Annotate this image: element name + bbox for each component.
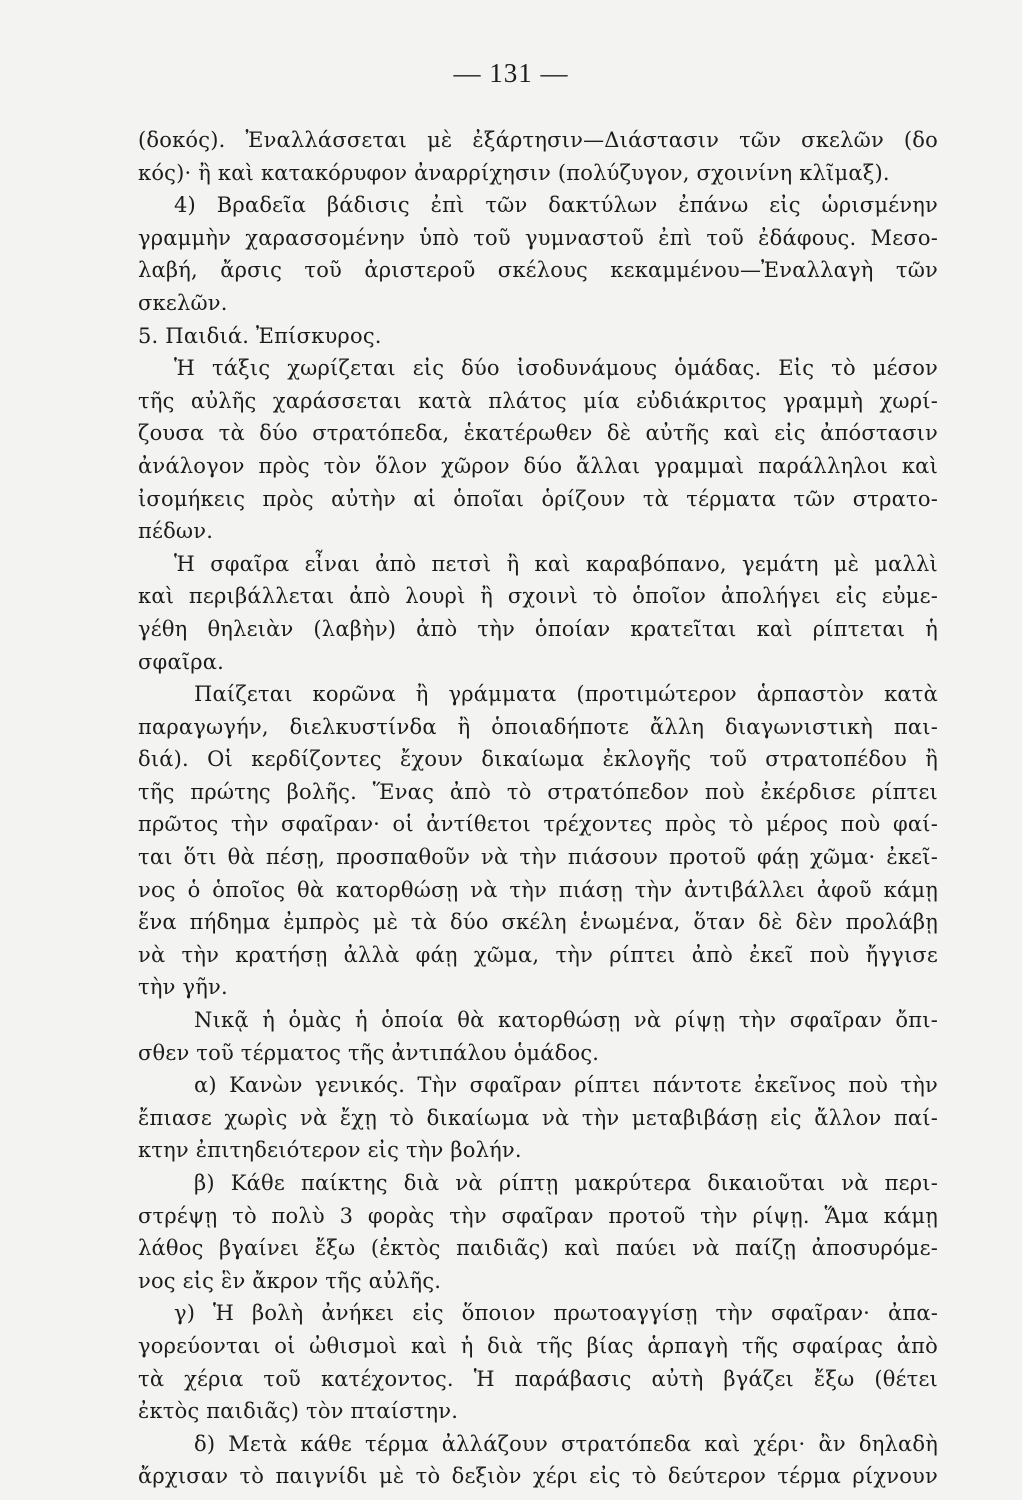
text-line: β) Κάθε παίκτης διὰ νὰ ρίπτῃ μακρύτερα δικαιοῦται νὰ περι- [194, 1171, 938, 1195]
text-line: τῆς αὐλῆς χαράσσεται κατὰ πλάτος μία εὐδιάκριτος γραμμὴ χωρί- [138, 388, 938, 413]
text-line: κτην ἐπιτηδειότερον εἰς τὴν βολήν. [138, 1138, 522, 1163]
text-line: ἰσομήκεις πρὸς αὐτὴν αἱ ὁποῖαι ὁρίζουν τὰ τέρματα τῶν στρατο- [138, 486, 938, 511]
text-line: τὴν γῆν. [138, 975, 228, 1000]
text-line: γ) Ἡ βολὴ ἀνήκει εἰς ὅποιον πρωτοαγγίσῃ τὴν σφαῖραν· ἀπα- [174, 1301, 938, 1326]
text-line: νὰ τὴν κρατήσῃ ἀλλὰ φάῃ χῶμα, τὴν ρίπτει ἀπὸ ἐκεῖ ποὺ ἤγγισε [138, 942, 938, 967]
text-line: ἄρχισαν τὸ παιγνίδι μὲ τὸ δεξιὸν χέρι εἰς τὸ δεύτερον τέρμα ρίχνουν [138, 1464, 938, 1489]
text-line: λαβή, ἄρσις τοῦ ἀριστεροῦ σκέλους κεκαμμένου—Ἐναλλαγὴ τῶν [138, 258, 938, 283]
text-line: ἐκτὸς παιδιᾶς) τὸν πταίστην. [138, 1399, 459, 1424]
text-line: παραγωγήν, διελκυστίνδα ἢ ὁποιαδήποτε ἄλλη διαγωνιστικὴ παι- [138, 714, 938, 739]
text-line: γορεύονται οἱ ὠθισμοὶ καὶ ἡ διὰ τῆς βίας ἁρπαγὴ τῆς σφαίρας ἀπὸ [138, 1333, 938, 1358]
text-line: τὰ χέρια τοῦ κατέχοντος. Ἡ παράβασις αὐτὴ βγάζει ἔξω (θέτει [138, 1366, 938, 1391]
text-line: ζουσα τὰ δύο στρατόπεδα, ἑκατέρωθεν δὲ αὐτῆς καὶ εἰς ἀπόστασιν [138, 421, 938, 446]
page-number: — 131 — [453, 58, 569, 88]
text-line: Νικᾷ ἡ ὁμὰς ἡ ὁποία θὰ κατορθώσῃ νὰ ρίψῃ τὴν σφαῖραν ὄπι- [194, 1008, 938, 1033]
text-line: δ) Μετὰ κάθε τέρμα ἀλλάζουν στρατόπεδα καὶ χέρι· ἂν δηλαδὴ [194, 1431, 938, 1456]
text-line: σθεν τοῦ τέρματος τῆς ἀντιπάλου ὁμάδος. [138, 1040, 600, 1065]
text-line: γέθη θηλειὰν (λαβὴν) ἀπὸ τὴν ὁποίαν κρατεῖται καὶ ρίπτεται ἡ [138, 616, 938, 641]
text-line: Ἡ σφαῖρα εἶναι ἀπὸ πετσὶ ἢ καὶ καραβόπανο, γεμάτη μὲ μαλλὶ [174, 551, 938, 576]
text-line: νος εἰς ἓν ἄκρον τῆς αὐλῆς. [138, 1268, 442, 1293]
text-line: τῆς πρώτης βολῆς. Ἕνας ἀπὸ τὸ στρατόπεδον ποὺ ἐκέρδισε ρίπτει [138, 779, 938, 804]
text-line: λάθος βγαίνει ἔξω (ἐκτὸς παιδιᾶς) καὶ παύει νὰ παίζῃ ἀποσυρόμε- [138, 1236, 938, 1261]
text-line: πρῶτος τὴν σφαῖραν· οἱ ἀντίθετοι τρέχοντες πρὸς τὸ μέρος ποὺ φαί- [138, 812, 938, 837]
text-line: σφαῖρα. [138, 649, 225, 674]
text-line: Ἡ τάξις χωρίζεται εἰς δύο ἰσοδυνάμους ὁμάδας. Εἰς τὸ μέσον [174, 356, 938, 381]
text-line: καὶ περιβάλλεται ἀπὸ λουρὶ ἢ σχοινὶ τὸ ὁποῖον ἀπολήγει εἰς εὐμε- [138, 584, 938, 609]
body-text [138, 124, 938, 1493]
text-line: α) Κανὼν γενικός. Τὴν σφαῖραν ρίπτει πάντοτε ἐκεῖνος ποὺ τὴν [194, 1073, 938, 1098]
section-heading: 5. Παιδιά. Ἐπίσκυρος. [138, 323, 382, 348]
text-line: ἕνα πήδημα ἐμπρὸς μὲ τὰ δύο σκέλη ἑνωμένα, ὅταν δὲ δὲν προλάβῃ [138, 910, 938, 935]
text-line: νος ὁ ὁποῖος θὰ κατορθώσῃ νὰ τὴν πιάσῃ τὴν ἀντιβάλλει ἀφοῦ κάμῃ [138, 877, 938, 902]
text-line: (δοκός). Ἐναλλάσσεται μὲ ἐξάρτησιν—Διάστασιν τῶν σκελῶν (δο [138, 128, 938, 152]
text-line: 4) Βραδεῖα βάδισις ἐπὶ τῶν δακτύλων ἐπάνω εἰς ὡρισμένην [174, 193, 938, 218]
text-line: Παίζεται κορῶνα ἢ γράμματα (προτιμώτερον ἁρπαστὸν κατὰ [194, 682, 938, 707]
text-line: πέδων. [138, 519, 214, 544]
text-line: διά). Οἱ κερδίζοντες ἔχουν δικαίωμα ἐκλογῆς τοῦ στρατοπέδου ἢ [138, 747, 938, 772]
text-line: γραμμὴν χαρασσομένην ὑπὸ τοῦ γυμναστοῦ ἐπὶ τοῦ ἐδάφους. Μεσο- [138, 225, 938, 250]
text-line: στρέψῃ τὸ πολὺ 3 φορὰς τὴν σφαῖραν προτοῦ τὴν ρίψῃ. Ἅμα κάμῃ [138, 1203, 938, 1228]
text-line: ἔπιασε χωρὶς νὰ ἔχῃ τὸ δικαίωμα νὰ τὴν μεταβιβάσῃ εἰς ἄλλον παί- [138, 1105, 938, 1130]
text-line: ἀνάλογον πρὸς τὸν ὅλον χῶρον δύο ἄλλαι γραμμαὶ παράλληλοι καὶ [138, 453, 938, 478]
text-line: σκελῶν. [138, 290, 228, 315]
text-line: ται ὅτι θὰ πέσῃ, προσπαθοῦν νὰ τὴν πιάσουν προτοῦ φάῃ χῶμα· ἐκεῖ- [138, 845, 938, 870]
text-line: κός)· ἢ καὶ κατακόρυφον ἀναρρίχησιν (πολύζυγον, σχοινίνη κλῖμαξ). [138, 160, 890, 185]
